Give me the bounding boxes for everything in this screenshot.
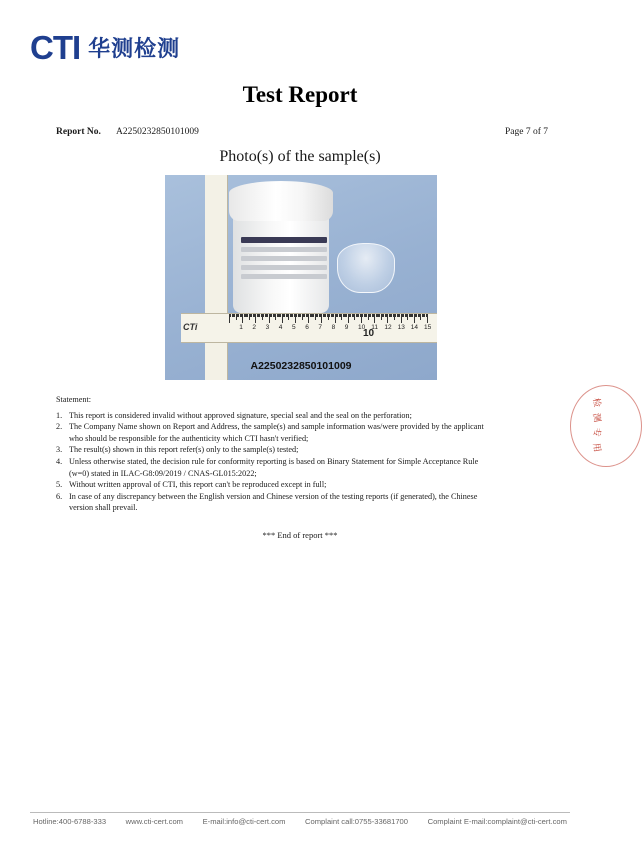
statement-section: [56, 394, 496, 514]
ruler-tick-label: 11: [371, 324, 378, 331]
logo-chinese-text: 华测检测: [88, 36, 181, 62]
ruler-tick-label: 12: [384, 324, 392, 331]
footer-complaint-call: Complaint call:0755-33681700: [305, 817, 409, 826]
jar-label: [241, 233, 327, 297]
statement-heading: Statement:: [56, 395, 92, 404]
sample-cup: [337, 243, 395, 293]
ruler-tick-label: 6: [305, 324, 309, 331]
statement-item-text: In case of any discrepancy between the English version and Chinese version of the testing reports (if generated), the Chinese version shall prevail.: [69, 491, 478, 513]
ruler-big-number: 10: [363, 328, 375, 339]
statement-item-text: The result(s) shown in this report refer(s) only to the sample(s) tested;: [69, 445, 299, 455]
statement-item: 4. Unless otherwise stated, the decision rule for conformity reporting is based on Binary Statement for Simple Acceptance Rule (w=0) stated in ILAC-G8:09/2019 / CNAS-GL015:2022;: [56, 456, 479, 478]
ruler-tick-label: 5: [292, 324, 296, 331]
seal-char: 用: [590, 442, 602, 454]
logo-cti-text: CTI: [30, 28, 81, 66]
perforation-seal: [572, 385, 602, 465]
company-logo: [30, 30, 180, 64]
jar-lid: [229, 181, 333, 221]
report-number-value: A2250232850101009: [116, 127, 199, 137]
sample-jar: [233, 215, 329, 313]
statement-item-text: Unless otherwise stated, the decision rule for conformity reporting is based on Binary Statement for Simple Acceptance Rule (w=0) stated in ILAC-G8:09/2019 / CNAS-GL015:2022;: [69, 456, 479, 478]
statement-item: 2. The Company Name shown on Report and Address, the sample(s) and sample information was/were provided by the applicant who should be responsible for the authenticity which CTI hasn't verified;: [56, 422, 484, 443]
footer-divider: [30, 812, 570, 813]
statement-item: 3. The result(s) shown in this report refer(s) only to the sample(s) tested;: [56, 445, 299, 455]
photo-caption: Photo(s) of the sample(s): [219, 148, 381, 165]
end-of-report: *** End of report ***: [262, 530, 338, 540]
footer-hotline: Hotline:400-6788-333: [33, 817, 107, 826]
ruler-tick-label: 3: [265, 324, 270, 331]
ruler-tick-label: 8: [331, 324, 336, 331]
ruler-tick-label: 1: [239, 324, 243, 331]
seal-char: 专: [590, 427, 602, 439]
sample-photo: [165, 175, 437, 380]
statement-item: 5. Without written approval of CTI, this report can't be reproduced except in full;: [56, 480, 327, 490]
statement-item-text: The Company Name shown on Report and Address, the sample(s) and sample information was/were provided by the applicant who should be responsible for the authenticity which CTI hasn't verified;: [69, 422, 484, 443]
statement-item-text: This report is considered invalid without approved signature, special seal and the seal on the perforation;: [69, 410, 412, 420]
statement-item: 6. In case of any discrepancy between the English version and Chinese version of the testing reports (if generated), the Chinese version shall prevail.: [56, 491, 478, 513]
ruler-tick: [427, 314, 428, 323]
footer-complaint-email: Complaint E-mail:complaint@cti-cert.com: [427, 817, 567, 826]
ruler-tick-label: 4: [278, 324, 283, 331]
report-info-line: [56, 127, 548, 141]
statement-item-text: Without written approval of CTI, this report can't be reproduced except in full;: [69, 480, 327, 490]
footer: [33, 817, 567, 826]
ruler-tick-label: 7: [318, 324, 323, 331]
seal-char: 测: [590, 412, 602, 424]
ruler-tick-label: 13: [397, 324, 405, 331]
seal-arc: [570, 385, 642, 467]
vertical-ruler: [205, 175, 228, 380]
photo-sample-id: A2250232850101009: [250, 360, 352, 372]
footer-email: E-mail:info@cti-cert.com: [202, 817, 286, 826]
report-number-label: Report No.: [56, 127, 101, 137]
ruler-tick-label: 15: [424, 324, 432, 331]
page-number: Page 7 of 7: [504, 127, 548, 137]
ruler-tick-label: 10: [358, 324, 366, 331]
seal-char: 检: [590, 397, 602, 409]
horizontal-ruler: [181, 313, 437, 343]
statement-list: [56, 410, 496, 514]
statement-item: 1. This report is considered invalid without approved signature, special seal and the seal on the perforation;: [56, 410, 412, 420]
ruler-brand: CTi: [183, 322, 198, 332]
ruler-tick-label: 9: [344, 324, 349, 331]
report-title: Test Report: [242, 82, 358, 107]
footer-website: www.cti-cert.com: [125, 817, 184, 826]
ruler-tick-label: 14: [410, 324, 419, 331]
ruler-tick-label: 2: [252, 324, 257, 331]
